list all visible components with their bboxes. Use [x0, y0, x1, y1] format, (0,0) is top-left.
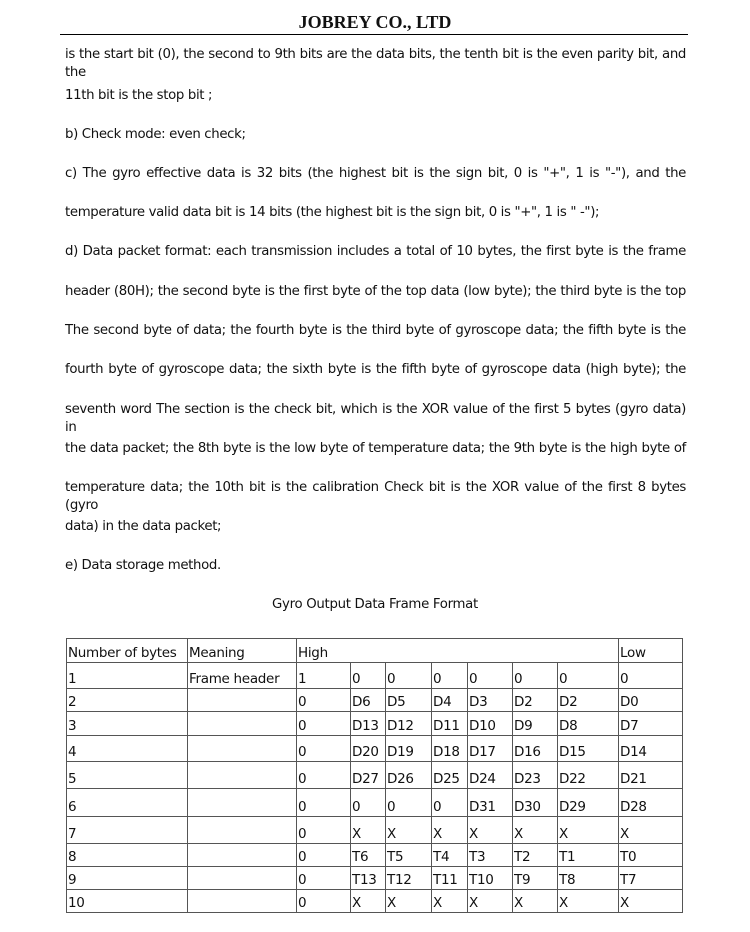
- text-line: temperature data; the 10th bit is the calibration Check bit is the XOR value of the first 8 bytes (gyro: [65, 480, 686, 513]
- table-cell: D2: [513, 689, 558, 712]
- table-row: [67, 663, 683, 689]
- text-line: data) in the data packet;: [65, 519, 222, 534]
- table-cell: T0: [619, 844, 683, 867]
- table-cell: T3: [468, 844, 513, 867]
- table-cell: T2: [513, 844, 558, 867]
- table-cell: 0: [468, 663, 513, 689]
- table-cell: 0: [297, 817, 351, 844]
- table-cell: 3: [67, 712, 188, 736]
- table-cell: 0: [297, 762, 351, 789]
- table-cell: 8: [67, 844, 188, 867]
- table-cell: X: [468, 890, 513, 913]
- frame-format-table: [66, 638, 683, 913]
- table-cell: 6: [67, 789, 188, 817]
- table-row: [67, 867, 683, 890]
- table-cell: 0: [297, 867, 351, 890]
- text-line: 11th bit is the stop bit ;: [65, 88, 213, 103]
- table-cell: [188, 712, 297, 736]
- table-row: [67, 890, 683, 913]
- table-cell: [188, 762, 297, 789]
- table-cell: D12: [386, 712, 432, 736]
- table-cell: 0: [297, 736, 351, 762]
- table-cell: [188, 789, 297, 817]
- text-line: temperature valid data bit is 14 bits (the highest bit is the sign bit, 0 is "+", 1 is " -");: [65, 205, 600, 220]
- table-cell: 2: [67, 689, 188, 712]
- table-cell: D27: [351, 762, 386, 789]
- header-cell: Meaning: [188, 639, 297, 663]
- table-cell: D25: [432, 762, 468, 789]
- table-cell: D6: [351, 689, 386, 712]
- header-cell: Low: [619, 639, 683, 663]
- table-cell: T12: [386, 867, 432, 890]
- table-cell: T5: [386, 844, 432, 867]
- table-cell: X: [351, 890, 386, 913]
- table-cell: X: [468, 817, 513, 844]
- text-line: c) The gyro effective data is 32 bits (the highest bit is the sign bit, 0 is "+", 1 is "-"), and the: [65, 166, 686, 181]
- header-cell: High: [297, 639, 619, 663]
- table-cell: 0: [432, 663, 468, 689]
- table-cell: 4: [67, 736, 188, 762]
- text-line: fourth byte of gyroscope data; the sixth byte is the fifth byte of gyroscope data (high byte); the: [65, 362, 686, 377]
- table-cell: 1: [297, 663, 351, 689]
- table-cell: X: [513, 890, 558, 913]
- table-cell: D24: [468, 762, 513, 789]
- table-row: [67, 762, 683, 789]
- table-cell: 0: [513, 663, 558, 689]
- table-cell: T13: [351, 867, 386, 890]
- table-cell: [188, 867, 297, 890]
- table-row: [67, 817, 683, 844]
- table-cell: X: [513, 817, 558, 844]
- table-cell: X: [351, 817, 386, 844]
- table-row: [67, 689, 683, 712]
- header-cell: Number of bytes: [67, 639, 188, 663]
- table-cell: D2: [558, 689, 619, 712]
- table-row: [67, 712, 683, 736]
- table-cell: D28: [619, 789, 683, 817]
- header-rule: [60, 34, 688, 35]
- table-cell: D30: [513, 789, 558, 817]
- table-caption: Gyro Output Data Frame Format: [272, 597, 478, 612]
- table-cell: X: [432, 890, 468, 913]
- table-cell: T6: [351, 844, 386, 867]
- text-line: e) Data storage method.: [65, 558, 221, 573]
- table-cell: X: [386, 817, 432, 844]
- table-cell: D19: [386, 736, 432, 762]
- table-cell: 0: [386, 789, 432, 817]
- table-cell: 0: [297, 789, 351, 817]
- table-row: [67, 844, 683, 867]
- table-cell: D3: [468, 689, 513, 712]
- table-cell: 0: [297, 689, 351, 712]
- table-cell: 0: [351, 789, 386, 817]
- table-cell: [188, 736, 297, 762]
- table-cell: 0: [432, 789, 468, 817]
- table-cell: X: [558, 817, 619, 844]
- table-cell: 0: [351, 663, 386, 689]
- table-cell: X: [386, 890, 432, 913]
- table-cell: 0: [297, 844, 351, 867]
- table-cell: D7: [619, 712, 683, 736]
- table-cell: 1: [67, 663, 188, 689]
- table-cell: D16: [513, 736, 558, 762]
- table-cell: T4: [432, 844, 468, 867]
- table-cell: D17: [468, 736, 513, 762]
- table-cell: [188, 890, 297, 913]
- table-cell: 7: [67, 817, 188, 844]
- table-cell: 0: [297, 890, 351, 913]
- table-cell: 0: [558, 663, 619, 689]
- table-row: [67, 789, 683, 817]
- table-cell: D22: [558, 762, 619, 789]
- table-cell: D23: [513, 762, 558, 789]
- table-cell: D15: [558, 736, 619, 762]
- table-cell: D13: [351, 712, 386, 736]
- text-line: The second byte of data; the fourth byte is the third byte of gyroscope data; the fifth byte is the: [65, 323, 686, 338]
- table-cell: 0: [619, 663, 683, 689]
- table-cell: 5: [67, 762, 188, 789]
- text-line: seventh word The section is the check bit, which is the XOR value of the first 5 bytes (gyro data) in: [65, 402, 686, 435]
- table-cell: Frame header: [188, 663, 297, 689]
- table-cell: D4: [432, 689, 468, 712]
- table-cell: D29: [558, 789, 619, 817]
- table-cell: D21: [619, 762, 683, 789]
- table-cell: X: [619, 890, 683, 913]
- table-cell: T11: [432, 867, 468, 890]
- table-cell: 9: [67, 867, 188, 890]
- table-cell: 0: [386, 663, 432, 689]
- table-cell: T10: [468, 867, 513, 890]
- table-cell: 10: [67, 890, 188, 913]
- text-line: header (80H); the second byte is the first byte of the top data (low byte); the third byte is the top: [65, 284, 686, 299]
- text-line: d) Data packet format: each transmission includes a total of 10 bytes, the first byte is the frame: [65, 244, 686, 259]
- table-cell: T7: [619, 867, 683, 890]
- table-cell: [188, 817, 297, 844]
- text-line: b) Check mode: even check;: [65, 127, 246, 142]
- table-cell: D0: [619, 689, 683, 712]
- table-cell: D10: [468, 712, 513, 736]
- table-cell: D31: [468, 789, 513, 817]
- table-cell: X: [432, 817, 468, 844]
- table-cell: X: [619, 817, 683, 844]
- table-cell: [188, 689, 297, 712]
- table-cell: T8: [558, 867, 619, 890]
- table-cell: D14: [619, 736, 683, 762]
- table-header-row: [67, 639, 683, 663]
- text-line: the data packet; the 8th byte is the low byte of temperature data; the 9th byte is the high byte of: [65, 441, 686, 456]
- table-cell: [188, 844, 297, 867]
- table-cell: D8: [558, 712, 619, 736]
- table-cell: T9: [513, 867, 558, 890]
- table-cell: D9: [513, 712, 558, 736]
- table-cell: D20: [351, 736, 386, 762]
- table-row: [67, 736, 683, 762]
- table-cell: 0: [297, 712, 351, 736]
- table-cell: D5: [386, 689, 432, 712]
- table-cell: D18: [432, 736, 468, 762]
- table-cell: T1: [558, 844, 619, 867]
- table-cell: X: [558, 890, 619, 913]
- table-cell: D26: [386, 762, 432, 789]
- text-line: is the start bit (0), the second to 9th bits are the data bits, the tenth bit is the even parity bit, and the: [65, 47, 686, 80]
- company-header: JOBREY CO., LTD: [298, 12, 452, 32]
- table-cell: D11: [432, 712, 468, 736]
